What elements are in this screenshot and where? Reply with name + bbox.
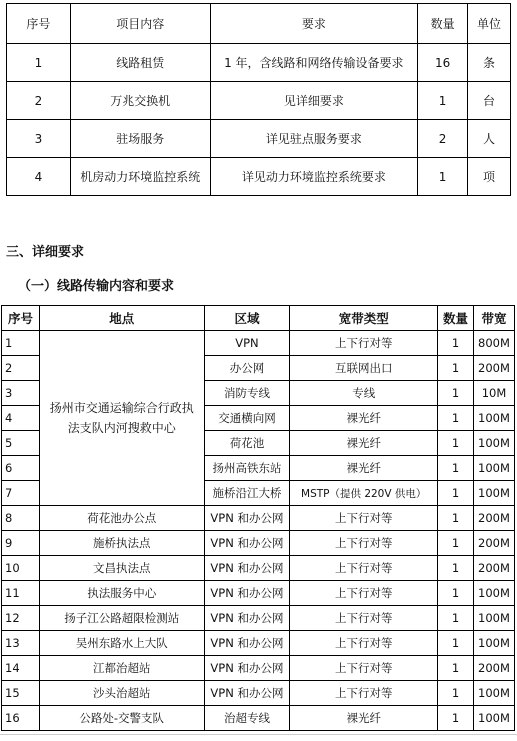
table-cell: 1 [418,82,468,120]
qty-cell: 1 [438,506,474,531]
table-cell: 2 [7,82,71,120]
type-cell: 上下行对等 [290,606,438,631]
bandwidth-cell: 10M [473,381,514,406]
qty-cell: 1 [438,481,474,506]
area-cell: VPN 和办公网 [204,656,290,681]
table-cell: 条 [468,44,511,82]
table-cell: 详见动力环境监控系统要求 [210,158,418,196]
type-cell: 上下行对等 [290,506,438,531]
area-cell: VPN 和办公网 [204,581,290,606]
header-cell: 序号 [7,4,71,44]
bandwidth-cell: 200M [473,356,514,381]
type-cell: 上下行对等 [290,656,438,681]
header-cell: 要求 [210,4,418,44]
table-row [7,120,511,158]
qty-cell: 1 [438,381,474,406]
type-cell: 上下行对等 [290,531,438,556]
area-cell: VPN 和办公网 [204,531,290,556]
table-row [2,531,515,556]
section-title: 三、详细要求 [6,245,85,260]
header-cell: 带宽 [473,306,514,331]
bandwidth-cell: 100M [473,631,514,656]
qty-cell: 1 [438,456,474,481]
bandwidth-cell: 200M [473,656,514,681]
table-cell: 2 [418,120,468,158]
area-cell: VPN [204,331,290,356]
table-cell: 项 [468,158,511,196]
bandwidth-cell: 800M [473,331,514,356]
qty-cell: 1 [438,356,474,381]
type-cell: 上下行对等 [290,631,438,656]
table-row [2,581,515,606]
type-cell: MSTP（提供 220V 供电） [290,481,438,506]
subsection-title: （一）线路传输内容和要求 [18,279,175,294]
table-row [2,556,515,581]
summary-table [6,3,511,196]
qty-cell: 1 [438,681,474,706]
area-cell: VPN 和办公网 [204,556,290,581]
location-cell: 吴州东路水上大队 [39,631,204,656]
summary-header-row [7,4,511,44]
merged-location-cell: 扬州市交通运输综合行政执法支队内河搜救中心 [39,331,204,506]
bandwidth-cell: 100M [473,706,514,731]
type-cell: 专线 [290,381,438,406]
table-row [2,706,515,731]
qty-cell: 1 [438,331,474,356]
area-cell: 交通横向网 [204,406,290,431]
bandwidth-cell: 100M [473,481,514,506]
row-number: 10 [2,556,40,581]
table-cell: 万兆交换机 [70,82,210,120]
header-cell: 地点 [39,306,204,331]
table-cell: 16 [418,44,468,82]
area-cell: 办公网 [204,356,290,381]
qty-cell: 1 [438,556,474,581]
type-cell: 裸光纤 [290,406,438,431]
table-cell: 1 [418,158,468,196]
row-number: 2 [2,356,40,381]
location-cell: 执法服务中心 [39,581,204,606]
page-footer-line [0,734,517,735]
table-cell: 1 [7,44,71,82]
area-cell: VPN 和办公网 [204,506,290,531]
table-cell: 台 [468,82,511,120]
table-row [2,656,515,681]
bandwidth-cell: 100M [473,406,514,431]
type-cell: 上下行对等 [290,681,438,706]
qty-cell: 1 [438,606,474,631]
table-cell: 驻场服务 [70,120,210,158]
row-number: 9 [2,531,40,556]
row-number: 16 [2,706,40,731]
row-number: 13 [2,631,40,656]
line-header-row [2,306,515,331]
area-cell: VPN 和办公网 [204,681,290,706]
header-cell: 宽带类型 [290,306,438,331]
qty-cell: 1 [438,656,474,681]
line-transmission-table [1,305,515,731]
bandwidth-cell: 100M [473,681,514,706]
qty-cell: 1 [438,406,474,431]
row-number: 4 [2,406,40,431]
type-cell: 上下行对等 [290,331,438,356]
bandwidth-cell: 200M [473,531,514,556]
table-cell: 线路租赁 [70,44,210,82]
header-cell: 数量 [418,4,468,44]
location-cell: 沙头治超站 [39,681,204,706]
location-cell: 江都治超站 [39,656,204,681]
bandwidth-cell: 100M [473,431,514,456]
table-row [2,606,515,631]
type-cell: 裸光纤 [290,706,438,731]
table-row [7,82,511,120]
table-row [2,631,515,656]
table-cell: 1 年，含线路和网络传输设备要求 [210,44,418,82]
header-cell: 数量 [438,306,474,331]
bandwidth-cell: 200M [473,506,514,531]
table-cell: 见详细要求 [210,82,418,120]
row-number: 6 [2,456,40,481]
row-number: 11 [2,581,40,606]
header-cell: 项目内容 [70,4,210,44]
row-number: 3 [2,381,40,406]
qty-cell: 1 [438,581,474,606]
bandwidth-cell: 100M [473,581,514,606]
table-cell: 详见驻点服务要求 [210,120,418,158]
location-cell: 施桥执法点 [39,531,204,556]
row-number: 14 [2,656,40,681]
location-cell: 荷花池办公点 [39,506,204,531]
table-cell: 人 [468,120,511,158]
row-number: 15 [2,681,40,706]
area-cell: 治超专线 [204,706,290,731]
row-number: 5 [2,431,40,456]
location-cell: 扬子江公路超限检测站 [39,606,204,631]
header-cell: 序号 [2,306,40,331]
type-cell: 裸光纤 [290,456,438,481]
row-number: 1 [2,331,40,356]
area-cell: 施桥沿江大桥 [204,481,290,506]
header-cell: 区域 [204,306,290,331]
header-cell: 单位 [468,4,511,44]
bandwidth-cell: 100M [473,606,514,631]
row-number: 7 [2,481,40,506]
qty-cell: 1 [438,531,474,556]
bandwidth-cell: 100M [473,456,514,481]
location-cell: 公路处-交警支队 [39,706,204,731]
area-cell: 扬州高铁东站 [204,456,290,481]
table-row [7,158,511,196]
type-cell: 上下行对等 [290,556,438,581]
area-cell: VPN 和办公网 [204,631,290,656]
table-cell: 4 [7,158,71,196]
qty-cell: 1 [438,631,474,656]
qty-cell: 1 [438,431,474,456]
row-number: 8 [2,506,40,531]
table-cell: 机房动力环境监控系统 [70,158,210,196]
area-cell: 荷花池 [204,431,290,456]
area-cell: VPN 和办公网 [204,606,290,631]
table-row [2,506,515,531]
type-cell: 互联网出口 [290,356,438,381]
table-row [2,331,515,356]
table-row [2,681,515,706]
bandwidth-cell: 200M [473,556,514,581]
qty-cell: 1 [438,706,474,731]
table-cell: 3 [7,120,71,158]
type-cell: 裸光纤 [290,431,438,456]
table-row [7,44,511,82]
type-cell: 上下行对等 [290,581,438,606]
location-cell: 文昌执法点 [39,556,204,581]
row-number: 12 [2,606,40,631]
area-cell: 消防专线 [204,381,290,406]
